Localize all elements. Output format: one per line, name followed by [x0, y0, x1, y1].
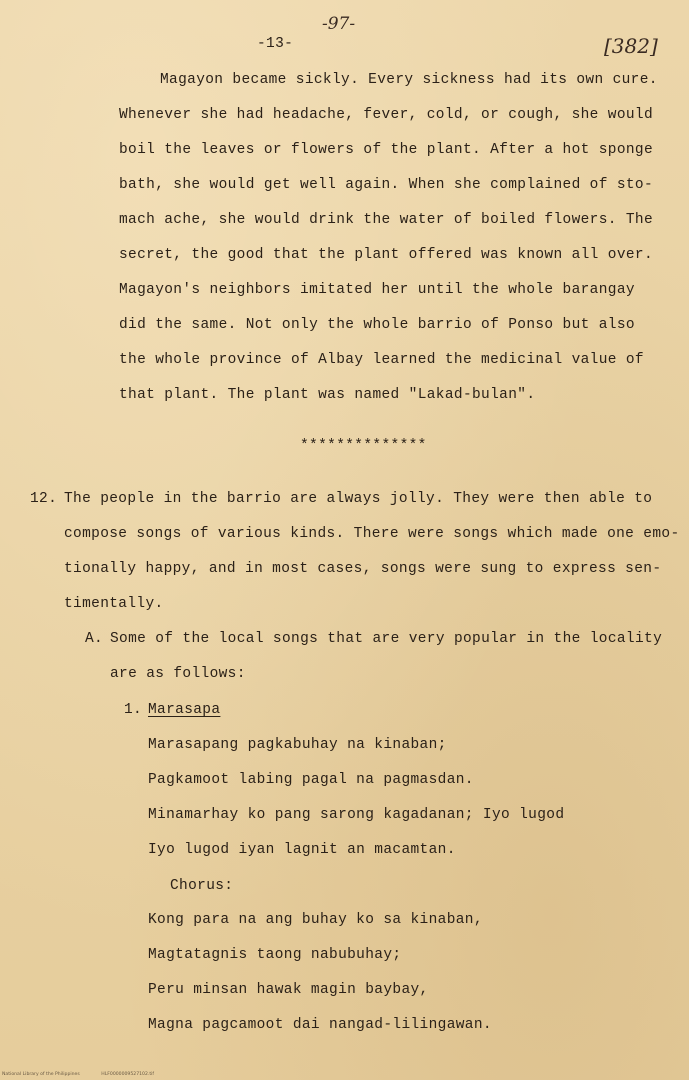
verse-line: Minamarhay ko pang sarong kagadanan; Iyo lugod — [148, 807, 565, 823]
paragraph-line: bath, she would get well again. When she complained of sto- — [119, 177, 654, 193]
song-number: 1. — [124, 702, 143, 718]
subsection-line: are as follows: — [110, 666, 246, 682]
section-line: tionally happy, and in most cases, songs were sung to express sen- — [64, 561, 662, 577]
paragraph-line: the whole province of Albay learned the medicinal value of — [119, 352, 644, 368]
verse-line: Marasapang pagkabuhay na kinaban; — [148, 737, 447, 753]
scan-footer — [2, 1072, 174, 1077]
archive-number: [382] — [604, 34, 658, 58]
verse-line: Iyo lugod iyan lagnit an macamtan. — [148, 842, 456, 858]
paragraph-line: Magayon became sickly. Every sickness had its own cure. — [160, 72, 658, 88]
handwritten-page-number: -97- — [322, 14, 356, 34]
verse-line: Pagkamoot labing pagal na pagmasdan. — [148, 772, 474, 788]
section-line: compose songs of various kinds. There were songs which made one emo- — [64, 526, 680, 542]
paragraph-line: Magayon's neighbors imitated her until the whole barangay — [119, 282, 635, 298]
chorus-line: Kong para na ang buhay ko sa kinaban, — [148, 912, 483, 928]
paragraph-line: mach ache, she would drink the water of boiled flowers. The — [119, 212, 654, 228]
section-line: timentally. — [64, 596, 164, 612]
chorus-line: Peru minsan hawak magin baybay, — [148, 982, 429, 998]
footer-file: HLF0000009527102.tif — [101, 1072, 155, 1077]
typed-page-number: -13- — [257, 36, 294, 52]
subsection-line: Some of the local songs that are very popular in the locality — [110, 631, 663, 647]
chorus-line: Magtatagnis taong nabubuhay; — [148, 947, 402, 963]
subsection-label: A. — [85, 631, 104, 647]
paragraph-line: did the same. Not only the whole barrio of Ponso but also — [119, 317, 635, 333]
chorus-label: Chorus: — [170, 878, 234, 894]
footer-library: National Library of the Philippines — [2, 1072, 80, 1077]
section-number: 12. — [30, 491, 58, 507]
separator: ************** — [300, 438, 427, 454]
chorus-line: Magna pagcamoot dai nangad-lilingawan. — [148, 1017, 492, 1033]
paragraph-line: that plant. The plant was named "Lakad-bulan". — [119, 387, 536, 403]
paragraph-line: secret, the good that the plant offered was known all over. — [119, 247, 654, 263]
paragraph-line: boil the leaves or flowers of the plant. After a hot sponge — [119, 142, 654, 158]
song-title: Marasapa — [148, 702, 221, 718]
section-line: The people in the barrio are always jolly. They were then able to — [64, 491, 653, 507]
paragraph-line: Whenever she had headache, fever, cold, or cough, she would — [119, 107, 654, 123]
